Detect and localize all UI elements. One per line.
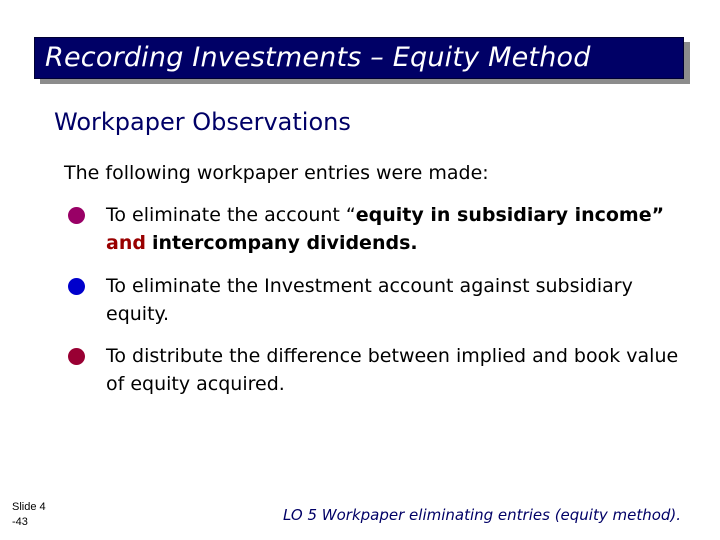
intro-text: The following workpaper entries were made: [64, 162, 489, 184]
slide-subtitle: Workpaper Observations [54, 108, 351, 136]
bullet-dot-icon [68, 278, 85, 295]
bullet-text-2: To eliminate the Investment account against subsidiary equity. [106, 275, 633, 325]
bullet-text-3: To distribute the difference between implied and book value of equity acquired. [106, 345, 679, 395]
title-bar [34, 37, 684, 79]
slide-number-line2: -43 [12, 516, 28, 528]
footer-learning-objective: LO 5 Workpaper eliminating entries (equity method). [283, 506, 682, 524]
bullet-text-part: intercompany dividends. [152, 232, 418, 254]
bullet-dot-icon [68, 348, 85, 365]
bullet-dot-icon [68, 207, 85, 224]
bullet-text-part: and [106, 232, 146, 254]
slide-title: Recording Investments – Equity Method [45, 42, 591, 73]
slide-number [12, 500, 72, 530]
slide-number-line1: Slide 4 [12, 501, 46, 513]
bullet-text-part: To eliminate the account “ [106, 204, 356, 226]
bullet-text-1 [106, 201, 696, 257]
bullet-text-part: equity in subsidiary income” [355, 204, 665, 226]
